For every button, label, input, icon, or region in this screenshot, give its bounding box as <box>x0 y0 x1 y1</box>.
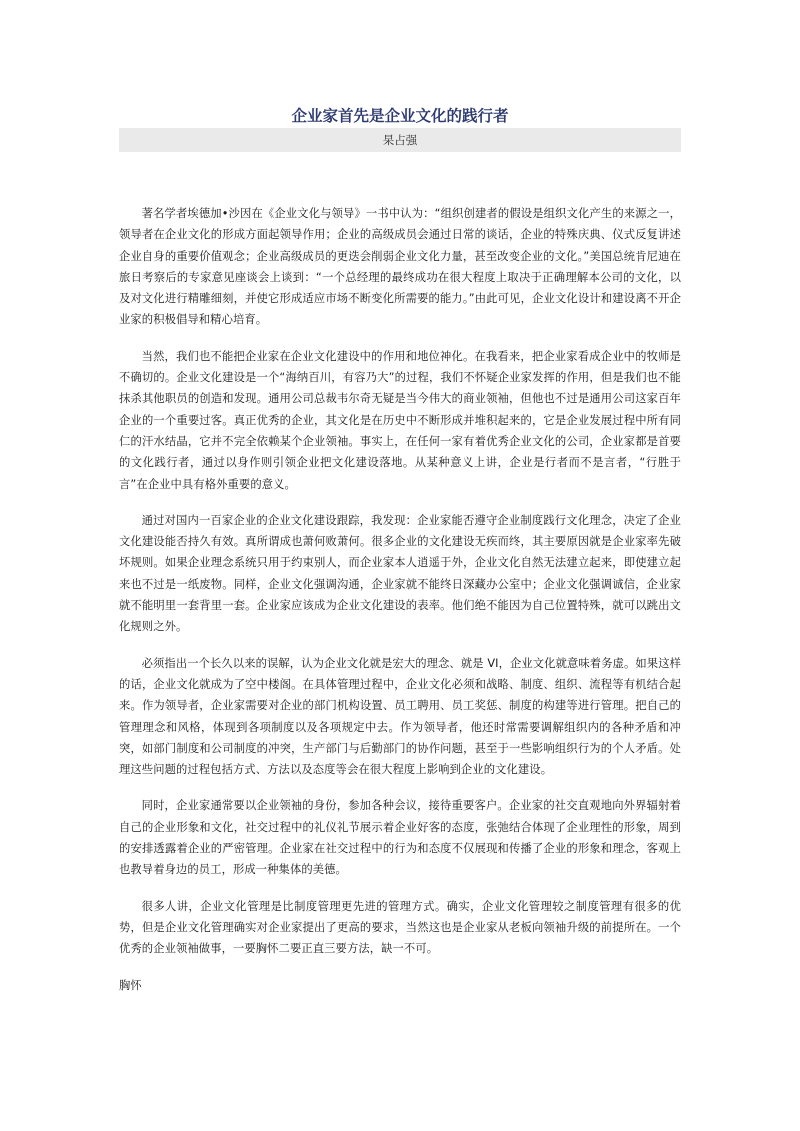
article-body <box>119 203 681 1011</box>
article-header <box>119 104 681 152</box>
paragraph: 当然，我们也不能把企业家在企业文化建设中的作用和地位神化。在我看来，把企业家看成企业中的牧师是不确切的。企业文化建设是一个“海纳百川，有容乃大”的过程，我们不怀疑企业家发挥的作用，但是我们也不能抹杀其他职员的创造和发现。通用公司总裁韦尔奇无疑是当今伟大的商业领袖，但他也不过是通用公司这家百年企业的一个重要过客。真正优秀的企业，其文化是在历史中不断形成并堆积起来的，它是企业发展过程中所有同仁的汗水结晶，它并不完全依赖某个企业领袖。事实上，在任何一家有着优秀企业文化的公司，企业家都是首要的文化践行者，通过以身作则引领企业把文化建设落地。从某种意义上讲，企业是行者而不是言者，“行胜于言”在企业中具有格外重要的意义。 <box>119 349 681 491</box>
paragraph: 著名学者埃德加•沙因在《企业文化与领导》一书中认为：“组织创建者的假设是组织文化产生的来源之一，领导者在企业文化的形成方面起领导作用；企业的高级成员会通过日常的谈话，企业的特殊庆典、仪式反复讲述企业自身的重要价值观念；企业高级成员的更迭会削弱企业文化力量，甚至改变企业的文化。”美国总统肯尼迪在旅日考察后的专家意见座谈会上谈到：“一个总经理的最终成功在很大程度上取决于正确理解本公司的文化，以及对文化进行精雕细刻，并使它形成适应市场不断变化所需要的能力。”由此可见，企业文化设计和建设离不开企业家的积极倡导和精心培育。 <box>119 207 681 327</box>
paragraph: 很多人讲，企业文化管理是比制度管理更先进的管理方式。确实，企业文化管理较之制度管理有很多的优势，但是企业文化管理确实对企业家提出了更高的要求，当然这也是企业家从老板向领袖升级的前提所在。一个优秀的企业领袖做事，一要胸怀二要正直三要方法，缺一不可。 <box>119 899 681 956</box>
paragraph: 同时，企业家通常要以企业领袖的身份，参加各种会议，接待重要客户。企业家的社交直观地向外界辐射着自己的企业形象和文化，社交过程中的礼仪礼节展示着企业好客的态度，张弛结合体现了企业理性的形象，周到的安排透露着企业的严密管理。企业家在社交过程中的行为和态度不仅展现和传播了企业的形象和理念，客观上也教导着身边的员工，形成一种集体的美德。 <box>119 799 681 877</box>
section-heading: 胸怀 <box>119 978 142 992</box>
page-title: 企业家首先是企业文化的践行者 <box>291 106 509 125</box>
paragraph: 必须指出一个长久以来的误解，认为企业文化就是宏大的理念、就是 VI，企业文化就意味着务虚。如果这样的话，企业文化就成为了空中楼阁。在具体管理过程中，企业文化必须和战略、制度、组织、流程等有机结合起来。作为领导者，企业家需要对企业的部门机构设置、员工聘用、员工奖惩、制度的构建等进行管理。把自己的管理理念和风格，体现到各项制度以及各项规定中去。作为领导者，他还时常需要调解组织内的各种矛盾和冲突，如部门制度和公司制度的冲突，生产部门与后勤部门的协作问题，甚至于一些影响组织行为的个人矛盾。处理这些问题的过程包括方式、方法以及态度等会在很大程度上影响到企业的文化建设。 <box>119 656 681 777</box>
author-name: 杲占强 <box>382 133 418 147</box>
paragraph: 通过对国内一百家企业的企业文化建设跟踪，我发现：企业家能否遵守企业制度践行文化理念，决定了企业文化建设能否持久有效。真所谓成也萧何败萧何。很多企业的文化建设无疾而终，其主要原因就是企业家率先破坏规则。如果企业理念系统只用于约束别人，而企业家本人逍遥于外，企业文化自然无法建立起来，即使建立起来也不过是一纸废物。同样，企业文化强调沟通，企业家就不能终日深藏办公室中；企业文化强调诚信，企业家就不能明里一套背里一套。企业家应该成为企业文化建设的表率。他们绝不能因为自己位置特殊，就可以跳出文化规则之外。 <box>119 513 681 634</box>
author-band <box>119 128 681 152</box>
